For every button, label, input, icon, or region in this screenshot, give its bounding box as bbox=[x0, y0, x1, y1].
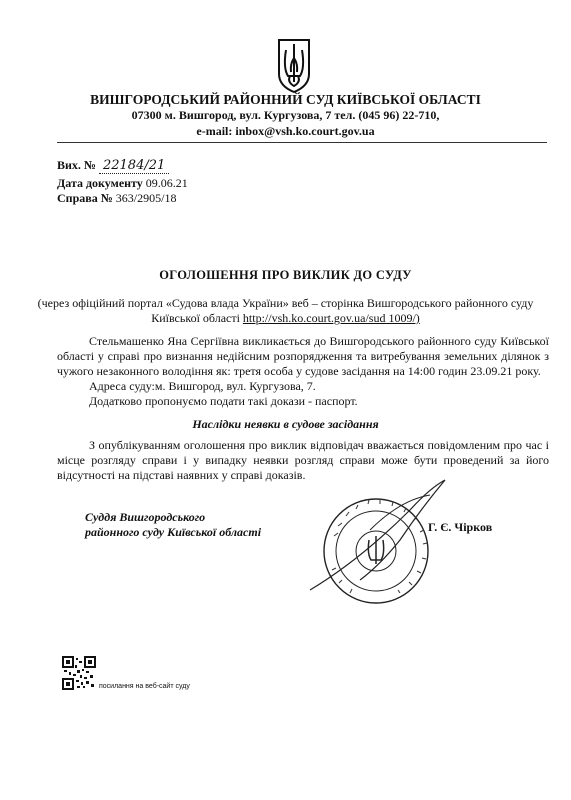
evidence-paragraph: Додатково пропонуємо подати такі докази - паспорт. bbox=[89, 394, 358, 408]
doc-date: 09.06.21 bbox=[145, 176, 188, 190]
portal-url-link[interactable]: http://vsh.ko.court.gov.ua/sud 1009/) bbox=[242, 311, 420, 325]
case-number: 363/2905/18 bbox=[115, 191, 177, 205]
court-address-paragraph: Адреса суду:м. Вишгород, вул. Кургузова, 7. bbox=[89, 379, 316, 393]
case-number-line bbox=[57, 191, 176, 206]
outgoing-number-line bbox=[57, 158, 169, 173]
court-address: 07300 м. Вишгород, вул. Кургузова, 7 тел. (045 96) 22-710, bbox=[131, 108, 440, 122]
qr-caption: посилання на веб-сайт суду bbox=[99, 683, 190, 690]
portal-line-2-prefix: Київської області bbox=[151, 311, 243, 325]
outgoing-label: Вих. № bbox=[57, 158, 96, 172]
consequences-title: Наслідки неявки в судове засідання bbox=[192, 417, 379, 431]
doc-date-line bbox=[57, 176, 188, 191]
notice-title: ОГОЛОШЕННЯ ПРО ВИКЛИК ДО СУДУ bbox=[159, 268, 412, 282]
signature-icon bbox=[300, 470, 460, 600]
portal-line-1: (через офіційний портал «Судова влада України» веб – сторінка Вишгородського районного суду bbox=[37, 296, 534, 310]
portal-line-2 bbox=[0, 311, 571, 326]
coat-of-arms-icon bbox=[276, 38, 312, 94]
consequences-paragraph: З опублікуванням оголошення про виклик відповідач вважається повідомленим про час і місце розгляду справи і у випадку неявки розгляд справи може бути проведений за його відсутності на підставі наявних у справі доказів. bbox=[57, 438, 549, 482]
judge-title bbox=[85, 510, 261, 540]
judge-title-line-2: районного суду Київської області bbox=[85, 525, 262, 539]
court-name: ВИШГОРОДСЬКИЙ РАЙОННИЙ СУД КИЇВСЬКОЇ ОБЛАСТІ bbox=[90, 92, 481, 107]
summons-paragraph: Стельмашенко Яна Сергіївна викликається до Вишгородського районного суду Київської області у справі про визнання недійсним розпорядження та витребування земельних ділянок з чужого незаконного володіння як: третя особа у судове засідання на 14:00 годин 23.09.21 року. bbox=[57, 334, 549, 378]
outgoing-number: 22184/21 bbox=[99, 158, 169, 174]
notice-body bbox=[57, 334, 549, 409]
doc-date-label: Дата документу bbox=[57, 176, 143, 190]
judge-title-line-1: Суддя Вишгородського bbox=[85, 510, 206, 524]
court-email: e-mail: inbox@vsh.ko.court.gov.ua bbox=[196, 124, 375, 138]
header-divider bbox=[57, 142, 547, 143]
qr-code-icon[interactable] bbox=[62, 656, 96, 690]
judge-name: Г. Є. Чірков bbox=[428, 520, 493, 534]
case-label: Справа № bbox=[57, 191, 113, 205]
